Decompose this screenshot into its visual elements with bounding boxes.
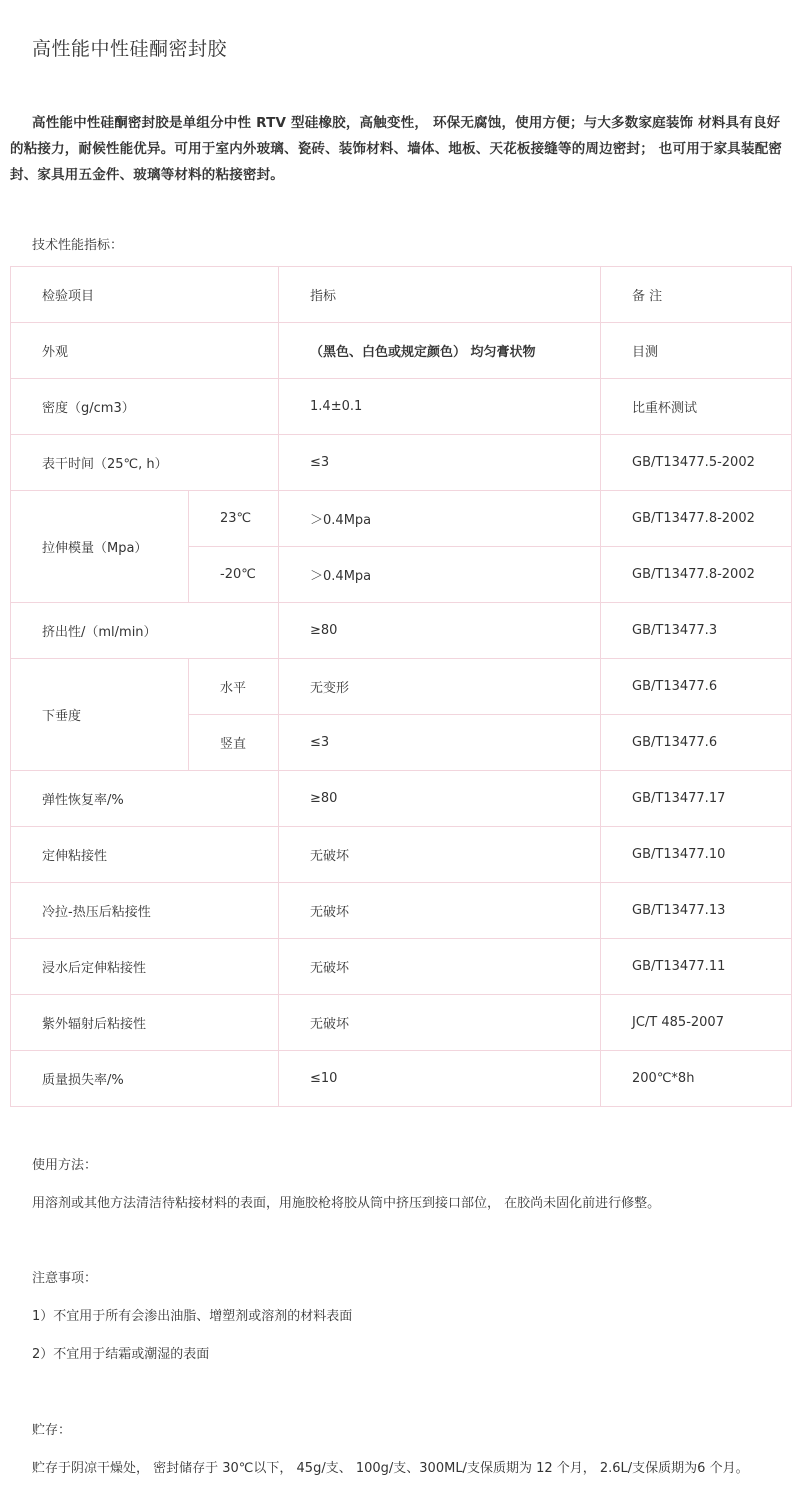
row-item: 拉伸模量（Mpa）	[11, 491, 189, 603]
row-item: 密度（g/cm3）	[11, 379, 279, 435]
row-value: （黑色、白色或规定颜色） 均匀膏状物	[279, 323, 601, 379]
row-sub: 水平	[189, 659, 279, 715]
table-row	[11, 939, 792, 995]
spec-table	[10, 266, 792, 1107]
row-note: GB/T13477.8-2002	[601, 547, 792, 603]
header-value: 指标	[279, 267, 601, 323]
row-note: JC/T 485-2007	[601, 995, 792, 1051]
usage-label: 使用方法：	[32, 1158, 98, 1173]
row-value: ≤10	[279, 1051, 601, 1107]
header-item: 检验项目	[11, 267, 279, 323]
row-value: 无破坏	[279, 827, 601, 883]
storage-label: 贮存：	[32, 1423, 72, 1438]
row-item: 浸水后定伸粘接性	[11, 939, 279, 995]
row-sub: -20℃	[189, 547, 279, 603]
row-value: 无破坏	[279, 995, 601, 1051]
table-row	[11, 1051, 792, 1107]
row-note: GB/T13477.8-2002	[601, 491, 792, 547]
table-row	[11, 771, 792, 827]
row-note: GB/T13477.3	[601, 603, 792, 659]
table-row	[11, 603, 792, 659]
intro-paragraph: 高性能中性硅酮密封胶是单组分中性 RTV 型硅橡胶，高触变性， 环保无腐蚀，使用方便；与大多数家庭装饰 材料具有良好的粘接力，耐候性能优异。可用于室内外玻璃、瓷砖、装饰材料、墙体、地板、天花板接缝等的周边密封； 也可用于家具装配密封、家具用五金件、玻璃等材料的粘接密封。	[10, 115, 783, 183]
row-item: 表干时间（25℃, h）	[11, 435, 279, 491]
row-item: 冷拉-热压后粘接性	[11, 883, 279, 939]
row-note: GB/T13477.6	[601, 659, 792, 715]
row-note: 目测	[601, 323, 792, 379]
row-sub: 23℃	[189, 491, 279, 547]
row-item: 质量损失率/%	[11, 1051, 279, 1107]
row-note: 200℃*8h	[601, 1051, 792, 1107]
notes-item: 2）不宜用于结霜或潮湿的表面	[32, 1347, 210, 1362]
row-item: 下垂度	[11, 659, 189, 771]
row-value: ≤3	[279, 715, 601, 771]
row-value: 无破坏	[279, 939, 601, 995]
table-row	[11, 659, 792, 715]
row-value: ＞0.4Mpa	[279, 491, 601, 547]
table-row	[11, 379, 792, 435]
row-value: ≥80	[279, 603, 601, 659]
row-value: 1.4±0.1	[279, 379, 601, 435]
row-note: GB/T13477.13	[601, 883, 792, 939]
storage-text: 贮存于阴凉干燥处， 密封储存于 30℃以下， 45g/支、 100g/支、300ML/支保质期为 12 个月， 2.6L/支保质期为6 个月。	[32, 1461, 749, 1476]
notes-label: 注意事项：	[32, 1271, 98, 1286]
row-note: GB/T13477.5-2002	[601, 435, 792, 491]
row-item: 定伸粘接性	[11, 827, 279, 883]
notes-item: 1）不宜用于所有会渗出油脂、增塑剂或溶剂的材料表面	[32, 1309, 353, 1324]
row-item: 挤出性/（ml/min）	[11, 603, 279, 659]
table-row	[11, 883, 792, 939]
row-note: GB/T13477.11	[601, 939, 792, 995]
row-sub: 竖直	[189, 715, 279, 771]
row-note: GB/T13477.6	[601, 715, 792, 771]
row-value: ＞0.4Mpa	[279, 547, 601, 603]
spec-label: 技术性能指标：	[32, 238, 124, 253]
row-value: 无破坏	[279, 883, 601, 939]
row-note: GB/T13477.10	[601, 827, 792, 883]
page-title: 高性能中性硅酮密封胶	[32, 38, 228, 60]
table-row	[11, 995, 792, 1051]
row-item: 紫外辐射后粘接性	[11, 995, 279, 1051]
usage-text: 用溶剂或其他方法清洁待粘接材料的表面，用施胶枪将胶从筒中挤压到接口部位， 在胶尚未固化前进行修整。	[32, 1196, 661, 1211]
table-row	[11, 323, 792, 379]
table-header-row	[11, 267, 792, 323]
row-note: 比重杯测试	[601, 379, 792, 435]
table-row	[11, 827, 792, 883]
row-note: GB/T13477.17	[601, 771, 792, 827]
row-value: ≤3	[279, 435, 601, 491]
table-row	[11, 435, 792, 491]
row-value: ≥80	[279, 771, 601, 827]
row-item: 外观	[11, 323, 279, 379]
header-note: 备 注	[601, 267, 792, 323]
row-value: 无变形	[279, 659, 601, 715]
row-item: 弹性恢复率/%	[11, 771, 279, 827]
table-row	[11, 491, 792, 547]
